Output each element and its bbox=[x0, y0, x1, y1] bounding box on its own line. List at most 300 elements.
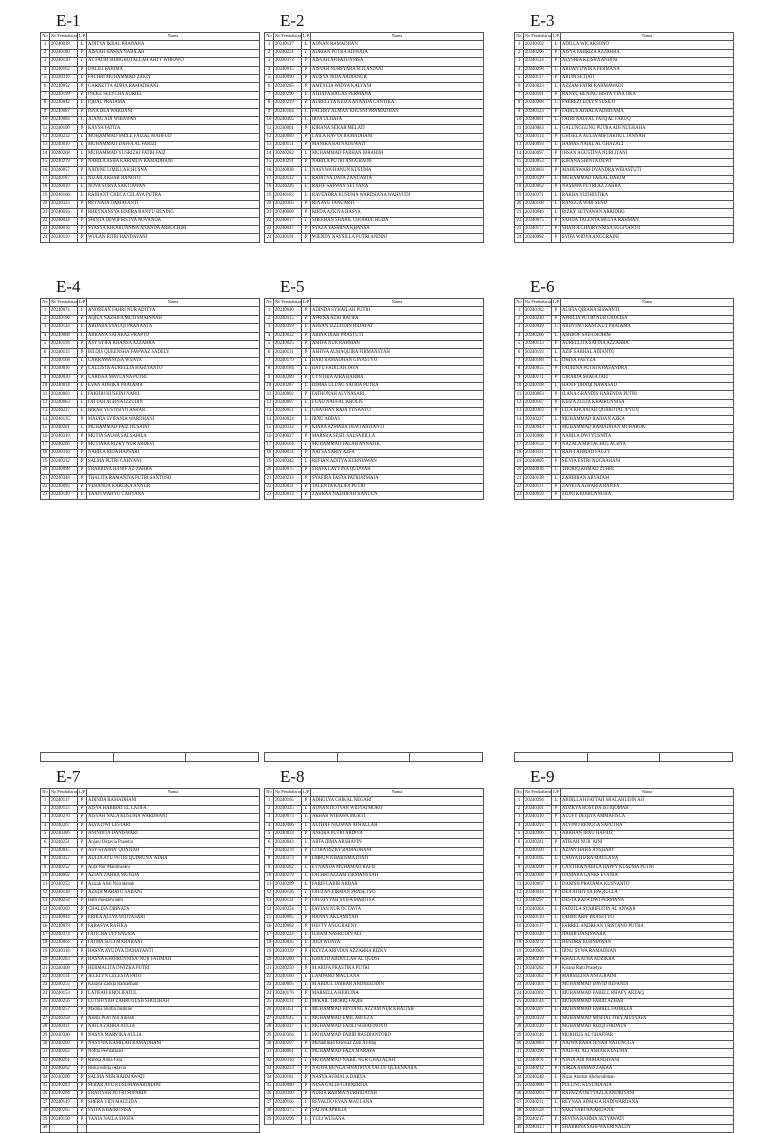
gender: P bbox=[302, 948, 311, 956]
student-name: ALIFIA QIRANA SISWANTI bbox=[561, 307, 734, 315]
table-row bbox=[515, 1116, 734, 1124]
table-header-row bbox=[515, 789, 734, 797]
registration-number: 20240135 bbox=[50, 416, 78, 424]
row-number: 7 bbox=[515, 91, 524, 99]
student-name: AQILA NAZHIFA MUTISMAINNAH bbox=[87, 315, 260, 323]
row-number: 22 bbox=[41, 973, 50, 981]
registration-number: 20240114 bbox=[50, 973, 78, 981]
registration-number: 20240040 bbox=[274, 307, 302, 315]
table-row bbox=[265, 864, 484, 872]
registration-number: 20240287 bbox=[274, 382, 302, 390]
student-name: ARKANA SAFARAZ PRAPTO bbox=[87, 332, 260, 340]
gender: L bbox=[552, 923, 561, 931]
table-row bbox=[41, 906, 260, 914]
table-row bbox=[515, 74, 734, 82]
student-name: DHIYA FAEYZA bbox=[561, 357, 734, 365]
table-row bbox=[265, 234, 484, 242]
row-number: 32 bbox=[515, 1057, 524, 1065]
row-number: 9 bbox=[41, 864, 50, 872]
table-row bbox=[265, 324, 484, 332]
gender: P bbox=[78, 1074, 87, 1082]
table-row bbox=[265, 483, 484, 491]
student-name: SAKTYARTHA ARDANA bbox=[561, 1107, 734, 1115]
table-row bbox=[265, 192, 484, 200]
table-row bbox=[41, 424, 260, 432]
row-number: 17 bbox=[515, 175, 524, 183]
student-name: RANGGA WIBI SENO bbox=[561, 200, 734, 208]
student-table bbox=[264, 788, 484, 1125]
row-number: 8 bbox=[41, 100, 50, 108]
registration-number: 20240294 bbox=[524, 797, 552, 805]
registration-number: 20240145 bbox=[274, 1015, 302, 1023]
table-row bbox=[515, 225, 734, 233]
student-name: JECELYN CELESTA PATO bbox=[87, 973, 260, 981]
gender: P bbox=[78, 416, 87, 424]
registration-number: 20240024 bbox=[274, 830, 302, 838]
row-number: 38 bbox=[41, 1107, 50, 1115]
table-row bbox=[41, 184, 260, 192]
student-name: SHERA VIDI MAULIDA bbox=[87, 1099, 260, 1107]
student-name: RAKHA YUDHISTIRA bbox=[561, 192, 734, 200]
row-number: 11 bbox=[265, 391, 274, 399]
student-name: SYAZA YASMINA KHANSA bbox=[311, 225, 484, 233]
registration-number: 20240354 bbox=[274, 906, 302, 914]
student-name: KEYZA ARIVIAN AZZAHRA RIZKY bbox=[311, 948, 484, 956]
registration-number: 20240241 bbox=[524, 839, 552, 847]
column-header-no: No bbox=[41, 789, 50, 797]
gender: L bbox=[302, 184, 311, 192]
row-number: 20 bbox=[41, 200, 50, 208]
registration-number: 20240087 bbox=[50, 108, 78, 116]
column-header-gender: L/P bbox=[302, 33, 311, 41]
registration-number: 20240248 bbox=[524, 1074, 552, 1082]
row-number: 30 bbox=[265, 1040, 274, 1048]
student-name: AISYAH NALA KUSUMA WARDHANI bbox=[87, 814, 260, 822]
registration-number: 20240022 bbox=[274, 332, 302, 340]
table-row bbox=[515, 200, 734, 208]
gender: P bbox=[78, 483, 87, 491]
row-number: 31 bbox=[515, 1049, 524, 1057]
registration-number: 20240131 bbox=[274, 349, 302, 357]
student-name: ARUM SETIATI bbox=[561, 74, 734, 82]
table-row bbox=[265, 847, 484, 855]
table-row bbox=[265, 1065, 484, 1073]
gender: L bbox=[78, 307, 87, 315]
registration-number: 20240232 bbox=[50, 133, 78, 141]
row-number: 16 bbox=[41, 923, 50, 931]
table-row bbox=[265, 74, 484, 82]
gender: P bbox=[302, 158, 311, 166]
row-number: 18 bbox=[265, 450, 274, 458]
row-number: 22 bbox=[515, 217, 524, 225]
student-name: HANIF DHAQI NAWASAD bbox=[561, 382, 734, 390]
table-row bbox=[265, 307, 484, 315]
student-name: AHSAN IZZUDDIN HIDAYAT bbox=[311, 324, 484, 332]
student-name: LAMPARD MAULANA bbox=[311, 973, 484, 981]
row-number: 9 bbox=[515, 108, 524, 116]
table-row bbox=[265, 175, 484, 183]
table-row bbox=[265, 167, 484, 175]
registration-number: 20240184 bbox=[274, 108, 302, 116]
gender: L bbox=[552, 1107, 561, 1115]
student-name: AZIAN ZAHRA MUFIDA bbox=[87, 872, 260, 880]
student-name: KHOLID ABDULLAH AL QUDSI bbox=[311, 956, 484, 964]
registration-number: 20240191 bbox=[274, 234, 302, 242]
gender: P bbox=[302, 349, 311, 357]
table-row bbox=[265, 366, 484, 374]
registration-number: 20240036 bbox=[524, 466, 552, 474]
student-name: BARI RAMADHAN GINASTYO bbox=[311, 357, 484, 365]
registration-number: 20240074 bbox=[50, 307, 78, 315]
gender: P bbox=[302, 466, 311, 474]
table-row bbox=[515, 366, 734, 374]
column-header-name: Nama bbox=[311, 33, 484, 41]
table-row bbox=[515, 839, 734, 847]
gender: L bbox=[78, 332, 87, 340]
table-row bbox=[41, 931, 260, 939]
row-number: 5 bbox=[515, 340, 524, 348]
student-name: LATIFAH KHOLIFATUL bbox=[87, 990, 260, 998]
gender: L bbox=[302, 1023, 311, 1031]
registration-number: 20240282 bbox=[274, 150, 302, 158]
registration-number: 20240226 bbox=[274, 184, 302, 192]
table-row bbox=[515, 1065, 734, 1073]
row-number: 6 bbox=[41, 83, 50, 91]
table-row bbox=[515, 100, 734, 108]
registration-number: 20240137 bbox=[524, 923, 552, 931]
row-number: 6 bbox=[41, 839, 50, 847]
table-row bbox=[41, 225, 260, 233]
gender: P bbox=[78, 83, 87, 91]
row-number: 3 bbox=[41, 324, 50, 332]
row-number: 6 bbox=[41, 349, 50, 357]
row-number: 11 bbox=[41, 125, 50, 133]
row-number: 23 bbox=[515, 981, 524, 989]
row-number: 1 bbox=[41, 41, 50, 49]
registration-number: 20240057 bbox=[50, 167, 78, 175]
registration-number: 20240153 bbox=[50, 990, 78, 998]
table-row bbox=[265, 450, 484, 458]
student-name: RAVENDRA KUSUMA WARDHANA WAHYUDI bbox=[311, 192, 484, 200]
table-row bbox=[265, 399, 484, 407]
table-header-row bbox=[515, 33, 734, 41]
table-row bbox=[265, 66, 484, 74]
row-number: 4 bbox=[265, 332, 274, 340]
gender: L bbox=[302, 906, 311, 914]
student-name: MOHAMMAD SMILE FAIZAL MAHFUD bbox=[87, 133, 260, 141]
row-number: 1 bbox=[41, 307, 50, 315]
registration-number: 20240302 bbox=[524, 990, 552, 998]
student-name: Nizar Ammar Abdurrahman bbox=[561, 1074, 734, 1082]
student-name: MUTIARA RIZKY NUR ARDEVI bbox=[87, 441, 260, 449]
student-table bbox=[514, 32, 734, 243]
gender: P bbox=[78, 1049, 87, 1057]
row-number: 8 bbox=[265, 100, 274, 108]
student-name: IHSAN AGUSTINA NURLITANI bbox=[561, 150, 734, 158]
row-number: 19 bbox=[515, 948, 524, 956]
registration-number: 20240010 bbox=[50, 142, 78, 150]
gender: P bbox=[302, 965, 311, 973]
student-name: AFRINA AZKI RATIFA bbox=[311, 315, 484, 323]
gender: P bbox=[552, 340, 561, 348]
student-name: AMEYLIA WIDYA KALYANI bbox=[311, 83, 484, 91]
row-number: 24 bbox=[265, 990, 274, 998]
gender: P bbox=[78, 1107, 87, 1115]
row-number: 3 bbox=[265, 324, 274, 332]
registration-number: 20240108 bbox=[524, 382, 552, 390]
registration-number: 20240373 bbox=[274, 856, 302, 864]
row-number: 8 bbox=[515, 366, 524, 374]
row-number: 16 bbox=[265, 923, 274, 931]
gender: P bbox=[552, 74, 561, 82]
student-name: KHAILA ATHA ADZIKRA bbox=[561, 956, 734, 964]
row-number: 15 bbox=[41, 158, 50, 166]
gender: L bbox=[552, 990, 561, 998]
table-row bbox=[515, 931, 734, 939]
student-name: MUHAMMAD RAIHAN AZKA bbox=[561, 416, 734, 424]
table-row bbox=[41, 374, 260, 382]
table-row bbox=[515, 889, 734, 897]
row-number: 22 bbox=[41, 483, 50, 491]
class-block-e-6 bbox=[514, 278, 733, 500]
table-row bbox=[515, 981, 734, 989]
table-row bbox=[265, 1116, 484, 1124]
class-title: E-6 bbox=[530, 277, 555, 296]
gender: L bbox=[78, 391, 87, 399]
table-row bbox=[265, 200, 484, 208]
student-name: ASY-SYAIMA' QONITAH bbox=[87, 847, 260, 855]
registration-number: 20240372 bbox=[274, 58, 302, 66]
gender: L bbox=[302, 382, 311, 390]
row-number: 12 bbox=[41, 133, 50, 141]
column-header-registration: No Pendaftaran bbox=[274, 299, 302, 307]
row-number: 1 bbox=[265, 307, 274, 315]
column-header-registration: No Pendaftaran bbox=[524, 299, 552, 307]
row-number: 1 bbox=[515, 41, 524, 49]
student-table bbox=[264, 32, 484, 243]
registration-number: 20240068 bbox=[50, 332, 78, 340]
student-name: FAVIAN NUR OCTAVIA bbox=[311, 906, 484, 914]
table-row bbox=[515, 1040, 734, 1048]
gender: P bbox=[78, 1023, 87, 1031]
table-row bbox=[265, 416, 484, 424]
registration-number bbox=[50, 1124, 78, 1132]
gender: P bbox=[78, 225, 87, 233]
row-number: 13 bbox=[41, 408, 50, 416]
gender: P bbox=[552, 167, 561, 175]
table-row bbox=[515, 466, 734, 474]
registration-number: 20240342 bbox=[274, 458, 302, 466]
gender: P bbox=[78, 200, 87, 208]
registration-number: 20240351 bbox=[274, 1007, 302, 1015]
gender: L bbox=[302, 881, 311, 889]
gender: P bbox=[78, 847, 87, 855]
class-block-e-1 bbox=[40, 12, 259, 243]
student-name: MARSHA SESIL SALSABILLA bbox=[311, 433, 484, 441]
empty-cell bbox=[186, 753, 258, 761]
row-number: 17 bbox=[41, 931, 50, 939]
gender: P bbox=[552, 441, 561, 449]
student-name: HABIB DANISWARA bbox=[561, 931, 734, 939]
table-row bbox=[41, 382, 260, 390]
gender: L bbox=[78, 74, 87, 82]
gender: L bbox=[78, 424, 87, 432]
column-header-no: No bbox=[41, 299, 50, 307]
registration-number: 20240038 bbox=[274, 167, 302, 175]
student-name: APRILIA PUTRI NUR CHOLISA bbox=[561, 315, 734, 323]
table-row bbox=[41, 1057, 260, 1065]
table-row bbox=[41, 450, 260, 458]
registration-number: 20240312 bbox=[50, 458, 78, 466]
row-number: 13 bbox=[41, 142, 50, 150]
registration-number: 20240150 bbox=[50, 1116, 78, 1124]
registration-number: 20240024 bbox=[50, 217, 78, 225]
student-name: PULUNG KUSUMA AJA bbox=[561, 1082, 734, 1090]
gender: L bbox=[78, 324, 87, 332]
registration-number: 20240268 bbox=[50, 150, 78, 158]
row-number: 37 bbox=[41, 1099, 50, 1107]
gender: L bbox=[78, 399, 87, 407]
row-number: 15 bbox=[515, 914, 524, 922]
gender: L bbox=[78, 175, 87, 183]
registration-number: 20240095 bbox=[50, 483, 78, 491]
gender: P bbox=[552, 91, 561, 99]
column-header-gender: L/P bbox=[552, 299, 561, 307]
table-header-row bbox=[41, 789, 260, 797]
gender: P bbox=[78, 881, 87, 889]
table-row bbox=[515, 83, 734, 91]
gender: L bbox=[552, 424, 561, 432]
student-name: ANEIRA PUTRI ARDIVA bbox=[311, 830, 484, 838]
registration-number: 20240264 bbox=[50, 1091, 78, 1099]
table-row bbox=[41, 923, 260, 931]
registration-number: 20240296 bbox=[274, 1116, 302, 1124]
student-name: LAILA RAVYA RAMADHANI bbox=[311, 133, 484, 141]
student-name: ILANA GRANDIS HARENDA PUTRI bbox=[561, 391, 734, 399]
student-name: FUAD NAUFAL KHOLIS bbox=[311, 399, 484, 407]
row-number: 15 bbox=[265, 424, 274, 432]
table-row bbox=[41, 315, 260, 323]
table-row bbox=[41, 1107, 260, 1115]
student-name: ATIKAH NUR 'AINI bbox=[561, 839, 734, 847]
registration-number: 20240115 bbox=[50, 349, 78, 357]
gender: P bbox=[78, 1116, 87, 1124]
gender: P bbox=[302, 830, 311, 838]
registration-number: 20240196 bbox=[50, 315, 78, 323]
gender: P bbox=[78, 864, 87, 872]
student-name: REYNAN ADMAJA HADIWARDANA bbox=[561, 1099, 734, 1107]
gender: P bbox=[78, 91, 87, 99]
row-number: 15 bbox=[41, 914, 50, 922]
registration-number: 20240082 bbox=[274, 923, 302, 931]
gender: P bbox=[78, 906, 87, 914]
table-row bbox=[265, 133, 484, 141]
student-name: BAYU FADILAH JAYA bbox=[311, 366, 484, 374]
student-name: NAUFAL ALI ASHAR KUSUMA bbox=[561, 1049, 734, 1057]
row-number: 24 bbox=[41, 234, 50, 242]
gender: L bbox=[78, 100, 87, 108]
row-number: 3 bbox=[515, 58, 524, 66]
gender: L bbox=[302, 357, 311, 365]
table-row bbox=[41, 408, 260, 416]
registration-number: 20240015 bbox=[274, 66, 302, 74]
registration-number: 20240024 bbox=[274, 416, 302, 424]
table-row bbox=[515, 91, 734, 99]
student-name: NOVA SURYA SAKTIAWAN bbox=[87, 184, 260, 192]
registration-number: 20240017 bbox=[274, 217, 302, 225]
registration-number: 20240308 bbox=[524, 872, 552, 880]
registration-number: 20240124 bbox=[50, 324, 78, 332]
table-row bbox=[41, 357, 260, 365]
row-number: 17 bbox=[265, 931, 274, 939]
table-row bbox=[515, 973, 734, 981]
row-number: 21 bbox=[41, 965, 50, 973]
registration-number: 20240127 bbox=[274, 41, 302, 49]
student-name: ARFA IBMA ARSHAVIN bbox=[311, 839, 484, 847]
student-name: KIRANA SEKAR MELATI bbox=[311, 125, 484, 133]
gender: L bbox=[552, 998, 561, 1006]
table-row bbox=[265, 881, 484, 889]
table-row bbox=[515, 956, 734, 964]
gender: P bbox=[78, 234, 87, 242]
table-row bbox=[41, 399, 260, 407]
table-row bbox=[515, 184, 734, 192]
table-row bbox=[515, 475, 734, 483]
student-name: CARISSA MAYLANA PUTRI bbox=[87, 374, 260, 382]
gender: P bbox=[302, 1107, 311, 1115]
gender: P bbox=[302, 1065, 311, 1073]
row-number: 10 bbox=[515, 382, 524, 390]
student-name: KEIZA ZULIA KHAIRUNNISA bbox=[561, 399, 734, 407]
gender: P bbox=[552, 956, 561, 964]
student-name: AISYA FAHRIZA AZZAHRA bbox=[561, 49, 734, 57]
class-block-e-7 bbox=[40, 768, 259, 1133]
registration-number: 20240227 bbox=[524, 416, 552, 424]
registration-number: 20240063 bbox=[50, 399, 78, 407]
registration-number: 20240078 bbox=[50, 923, 78, 931]
gender: P bbox=[78, 872, 87, 880]
row-number: 28 bbox=[41, 1023, 50, 1031]
row-number: 10 bbox=[515, 872, 524, 880]
row-number: 40 bbox=[515, 1124, 524, 1132]
table-row bbox=[41, 91, 260, 99]
row-number: 24 bbox=[41, 990, 50, 998]
row-number: 11 bbox=[265, 881, 274, 889]
table-row bbox=[265, 91, 484, 99]
registration-number: 20240369 bbox=[50, 906, 78, 914]
row-number: 34 bbox=[265, 1074, 274, 1082]
student-name: FAHMI ARIF PRASETYO bbox=[561, 914, 734, 922]
table-row bbox=[265, 433, 484, 441]
registration-number: 20240075 bbox=[524, 217, 552, 225]
row-number: 9 bbox=[265, 108, 274, 116]
column-header-registration: No Pendaftaran bbox=[274, 33, 302, 41]
gender: P bbox=[552, 872, 561, 880]
gender: P bbox=[552, 433, 561, 441]
student-name: NABILA ASHA KARIMUN RAMADHANI bbox=[87, 158, 260, 166]
student-name: Kanaya Zaskia Ramadhani bbox=[87, 981, 260, 989]
row-number: 22 bbox=[515, 973, 524, 981]
table-row bbox=[515, 1091, 734, 1099]
registration-number: 20240280 bbox=[274, 956, 302, 964]
table-row bbox=[265, 990, 484, 998]
gender: P bbox=[552, 889, 561, 897]
table-row bbox=[265, 58, 484, 66]
registration-number: 20240252 bbox=[50, 864, 78, 872]
gender: L bbox=[78, 58, 87, 66]
registration-number: 20240251 bbox=[50, 839, 78, 847]
table-row bbox=[41, 458, 260, 466]
